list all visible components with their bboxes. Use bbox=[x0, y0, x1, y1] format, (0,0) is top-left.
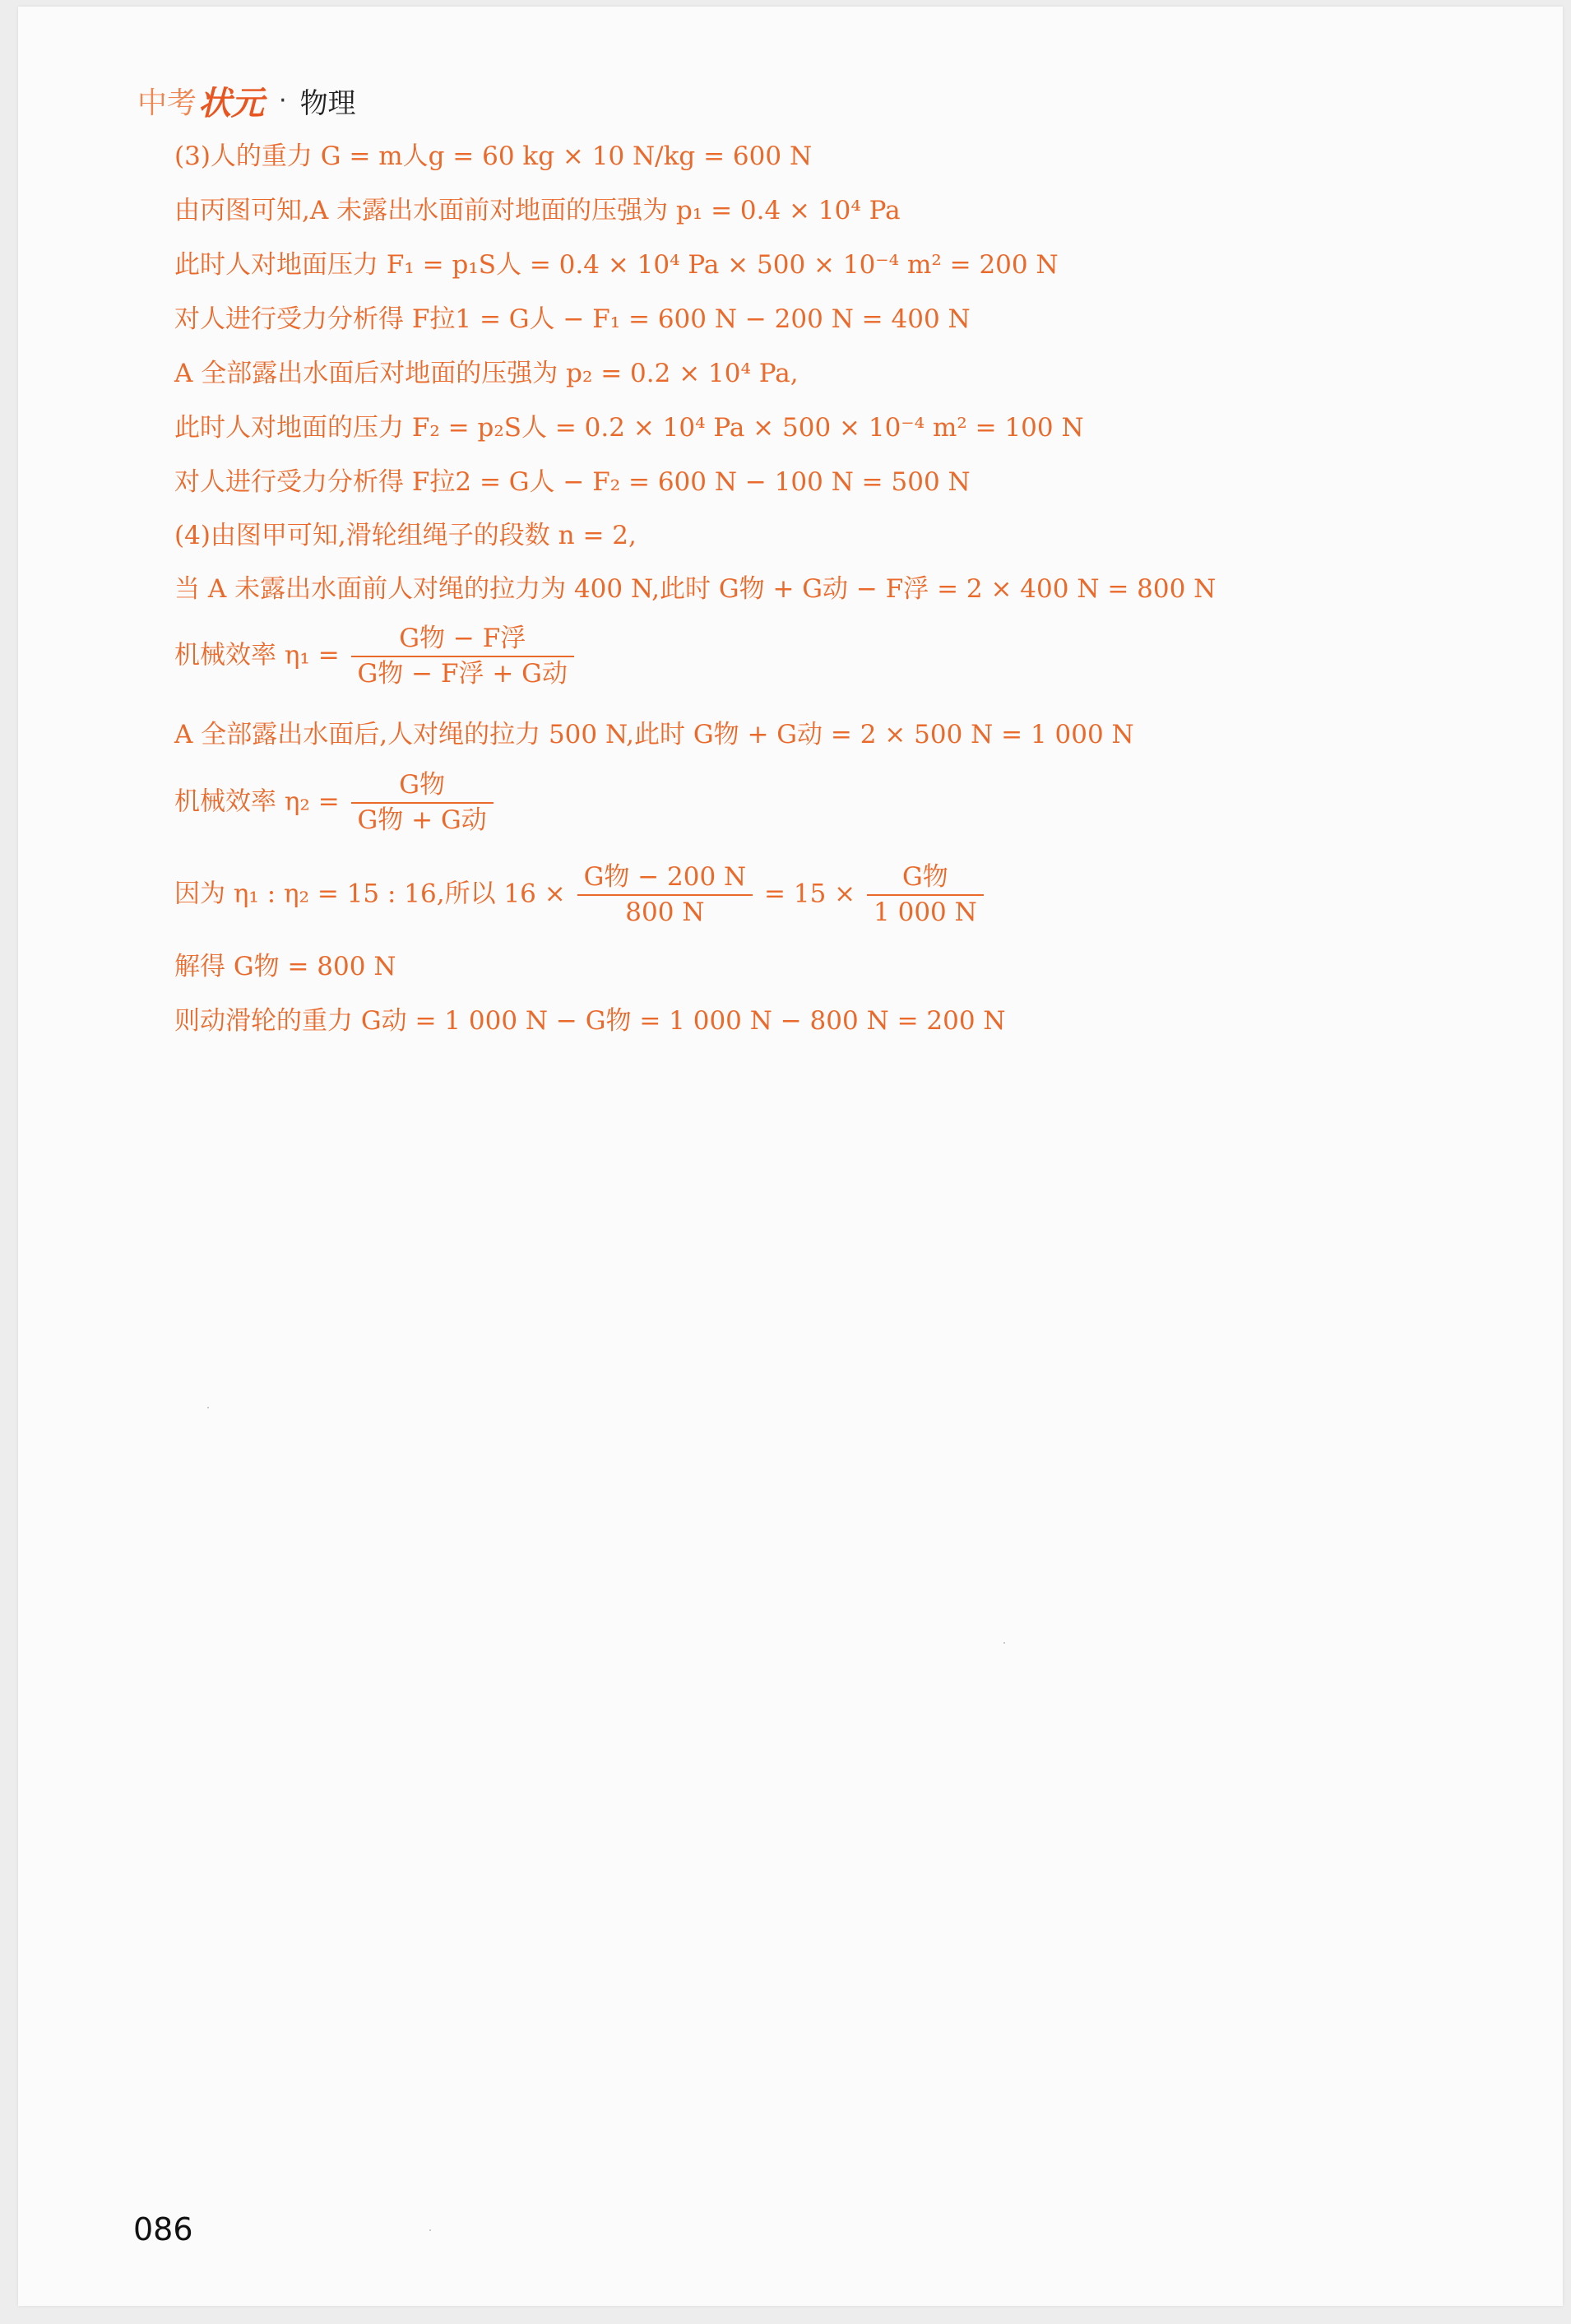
subject-title: 物理 bbox=[299, 87, 356, 120]
solution-line-4: 对人进行受力分析得 F拉1 = G人 − F₁ = 600 N − 200 N = 400 N bbox=[174, 304, 971, 334]
ratio-prefix: 因为 η₁ : η₂ = 15 : 16,所以 16 × bbox=[174, 879, 566, 909]
ratio-middle: = 15 × bbox=[764, 879, 856, 909]
eta1-denominator: G物 − F浮 + G动 bbox=[357, 659, 568, 689]
eta1-fraction bbox=[351, 624, 574, 689]
solution-line-10: A 全部露出水面后,人对绳的拉力 500 N,此时 G物 + G动 = 2 × 500 N = 1 000 N bbox=[174, 720, 1134, 749]
eta1-numerator: G物 − F浮 bbox=[351, 624, 574, 657]
ratio-equation bbox=[174, 862, 987, 928]
scan-speck bbox=[1003, 1642, 1005, 1644]
final-line: 则动滑轮的重力 G动 = 1 000 N − G物 = 1 000 N − 800 N = 200 N bbox=[174, 1006, 1006, 1036]
page-header bbox=[137, 77, 356, 124]
solve-line: 解得 G物 = 800 N bbox=[174, 952, 396, 981]
header-separator: · bbox=[279, 86, 287, 115]
ratio-fraction-1 bbox=[577, 862, 753, 928]
solution-line-2: 由丙图可知,A 未露出水面前对地面的压强为 p₁ = 0.4 × 10⁴ Pa bbox=[174, 196, 901, 225]
eta1-prefix: 机械效率 η₁ = bbox=[174, 640, 340, 670]
eta2-fraction bbox=[351, 770, 494, 836]
eta2-numerator: G物 bbox=[351, 770, 494, 804]
scan-speck bbox=[429, 2229, 431, 2231]
solution-line-6: 此时人对地面的压力 F₂ = p₂S人 = 0.2 × 10⁴ Pa × 500 × 10⁻⁴ m² = 100 N bbox=[174, 413, 1084, 443]
solution-line-1: (3)人的重力 G = m人g = 60 kg × 10 N/kg = 600 N bbox=[174, 141, 813, 171]
ratio-fraction-1-numerator: G物 − 200 N bbox=[577, 862, 753, 896]
efficiency-eta1-formula bbox=[174, 624, 577, 689]
ratio-fraction-2 bbox=[867, 862, 984, 928]
eta2-prefix: 机械效率 η₂ = bbox=[174, 786, 340, 817]
brand-logo-part1: 中考 bbox=[137, 86, 197, 120]
page-number: 086 bbox=[133, 2211, 193, 2247]
document-page bbox=[18, 7, 1563, 2306]
solution-line-5: A 全部露出水面后对地面的压强为 p₂ = 0.2 × 10⁴ Pa, bbox=[174, 359, 799, 388]
ratio-fraction-1-denominator: 800 N bbox=[625, 898, 705, 928]
scan-speck bbox=[207, 1407, 209, 1408]
ratio-fraction-2-denominator: 1 000 N bbox=[874, 898, 977, 928]
efficiency-eta2-formula bbox=[174, 770, 497, 836]
solution-line-8: (4)由图甲可知,滑轮组绳子的段数 n = 2, bbox=[174, 521, 637, 550]
eta2-denominator: G物 + G动 bbox=[357, 805, 487, 836]
solution-line-9: 当 A 未露出水面前人对绳的拉力为 400 N,此时 G物 + G动 − F浮 = 2 × 400 N = 800 N bbox=[174, 574, 1216, 604]
brand-logo-part2: 状元 bbox=[198, 85, 265, 123]
solution-line-3: 此时人对地面压力 F₁ = p₁S人 = 0.4 × 10⁴ Pa × 500 × 10⁻⁴ m² = 200 N bbox=[174, 250, 1059, 280]
solution-line-7: 对人进行受力分析得 F拉2 = G人 − F₂ = 600 N − 100 N = 500 N bbox=[174, 467, 971, 497]
ratio-fraction-2-numerator: G物 bbox=[867, 862, 984, 896]
